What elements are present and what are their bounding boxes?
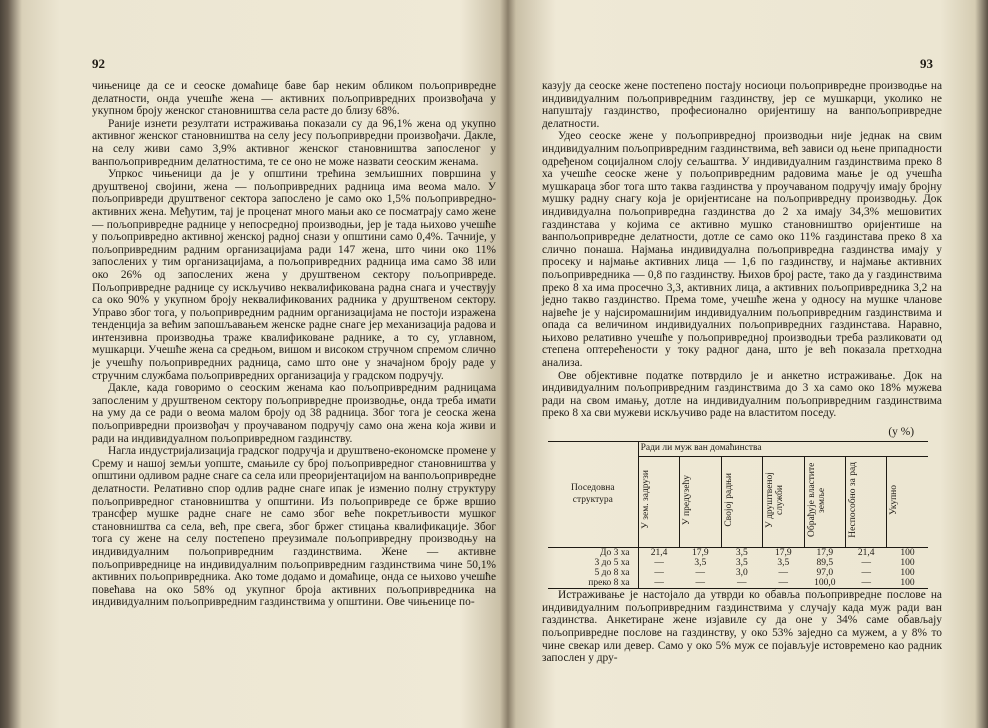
table-cell: 3,5 <box>735 558 748 569</box>
page-number: 92 <box>92 56 105 71</box>
table-group-header: Ради ли муж ван домаћинства <box>638 441 928 456</box>
table-cell: 3,0 <box>735 568 748 579</box>
table-cell: 17,9 <box>774 548 792 559</box>
paragraph: чињенице да се и сеоске домаћице баве бар неким обликом пољопривредне делатности, онда учешће жена — активних пољопривредних произвођача у укупном броју женског становништва села расте до близу 68%. <box>92 80 496 118</box>
left-page <box>40 0 500 728</box>
data-table <box>548 441 928 590</box>
row-label: преко 8 ха <box>548 578 638 589</box>
table-cell: 21,4 <box>650 548 668 559</box>
table-cell: — <box>846 578 887 589</box>
table-cell: 100,0 <box>804 578 845 589</box>
column-header: У предузећу <box>680 456 721 548</box>
table-cell: 97,0 <box>816 568 834 579</box>
column-header: Обрађује властите земље <box>804 456 845 548</box>
table-cell: — <box>861 568 871 579</box>
table-cell: 17,9 <box>816 548 834 559</box>
left-page-body <box>92 80 496 609</box>
table-cell: — <box>680 578 721 589</box>
row-label: 3 до 5 ха <box>548 558 638 568</box>
column-header: Укупно <box>887 456 928 548</box>
table-cell: 89,5 <box>816 558 834 569</box>
table-row <box>548 578 928 589</box>
table-cell: 3,5 <box>735 548 748 559</box>
paragraph: Истраживање је настојало да утврди ко обавља пољопривредне послове на индивидуалним пољопривредним газдинствима у случају када муж ради ван газдинства. Анкетиране жене изјавиле су да оне у 34% саме обављају пољопривредне послове на газдинству, у око 53% заједно са мужем, а у 8% то чине свекар или девер. Само у око 5% муж се појављује истовремено као радник запослен у дру- <box>542 589 942 665</box>
page-number: 93 <box>920 56 933 71</box>
right-page-body <box>542 80 942 665</box>
column-header: Неспособно за рад <box>846 456 887 548</box>
table-row <box>548 548 928 559</box>
table-cell: — <box>638 578 679 589</box>
table-cell: — <box>778 568 789 579</box>
paragraph: казују да сеоске жене постепено постају носиоци пољопривредне производње на индивидуалним пољопривредним газдинству, јер се мушкарци, уколико не напуштају газдинство, професионално оријентишу на ванпољопривредне делатности. <box>542 80 942 130</box>
table-cell: 100 <box>887 578 928 589</box>
row-label: 5 до 8 ха <box>548 568 638 578</box>
paragraph: Упркос чињеници да је у општини трећина земљишних површина у друштвеној својини, жена — пољопривредних радница има веома мало. У пољопривреди друштвеног сектора запослено је само око 1,5% пољопривредно-активних жена. Међутим, тај је проценат много мањи ако се посматрају само жене — пољопривредне раднице у непосредној производњи, јер је тада њихово учешће у пољопривредно активној женској радној снази у општини само 0,4%. Тачније, у пољопривредним радним организацијама ради 147 жена, што чини око 11% запослених у тим организацијама, а пољопривредних радница има само 38 или око 26% од запослених жена у друштвеном сектору пољопривреде. Пољопривредне раднице су искључиво неквалификована радна снага и учествују са око 90% у укупном броју неквалификованих радника у друштвеном сектору. Управо због тога, у пољопривредним радним организацијама не постоји изражена тенденција за већим запошљавањем женске радне снаге јер механизација радова и интензивна производња траже квалификоване раднике, а то су, углавном, мушкарци. Учешће жена са средњом, вишом и високом стручном спремом слично је учешћу пољопривредних радница, само што оне у значајном броју раде у стручним службама пољопривредних организација у градском подручју. <box>92 168 496 382</box>
column-header: У зем. задрузи <box>638 456 679 548</box>
table-cell: 3,5 <box>694 558 707 569</box>
table-cell: 17,9 <box>691 548 709 559</box>
table-unit: (у %) <box>888 426 914 439</box>
table-cell: — <box>721 578 762 589</box>
table-cell: 21,4 <box>857 548 875 559</box>
table-cell: — <box>695 568 706 579</box>
table-row <box>548 558 928 568</box>
column-header: Својој радњи <box>721 456 762 548</box>
table-row-header: Поседовна структура <box>548 441 638 548</box>
paragraph: Ове објективне податке потврдило је и анкетно истраживање. Док на индивидуалним пољопривредним газдинствима до 3 ха само око 18% мужева ради на свом имању, дотле на индивидуалним пољопривредним газдинствима преко 8 ха сви мужеви искључиво раде на властитом поседу. <box>542 369 942 420</box>
table-cell: — <box>654 568 664 579</box>
paragraph: Удео сеоске жене у пољопривредној производњи није једнак на свим индивидуалним пољопривредним газдинствима, већ зависи од њене припадности одређеном социјалном слоју сељаштва. У индивидуалним газдинствима преко 8 ха учешће сеоске жене у пољопривредним радовима мање је од учешћа мушкараца због тога што таква газдинства у проучаваном подручју имају бројну мушку радну снагу која је оријентисане на пољопривредну производњу. Док индивидуална пољопривредна газдинства до 2 ха имају 34,3% мешовитих газдинстава у којима се активно мушко становништво оријентише на ванпољопривредне делатности, дотле се само око 11% газдинстава преко 8 ха слично понаша. Најмања индивидуална пољопривредна газдинства имају у просеку и најмање активних лица — 1,6 по газдинству, и најмање активних пољопривредника — 0,8 по газдинству. Њихов број расте, тако да у газдинствима преко 8 ха има просечно 3,3, активних лица, а активних пољопривредника 3,2 на једно такво газдинство. Према томе, учешће жена у односу на мушке чланове највеће је у најсиромашнијим индивидуалним пољопривредним газдинствима и опада са величином индивидуалних пољопривредних газдинстава. Наравно, њихово релативно учешће у пољопривредној производњи треба разликовати од степена оптерећености у току радног дана, што је већ показала претходна анализа. <box>542 130 942 370</box>
paragraph: Дакле, када говоримо о сеоским женама као пољопривредним радницама запосленим у друштвеном сектору пољопривредне производње, онда треба имати на уму да се ради о веома малом броју од 38 радница. Због тога је сеоска жена пољопривредни произвођач у проучаваном подручју само она жена која живи и ради на индивидуалном пољопривредном газдинству. <box>92 382 496 445</box>
table-cell: — <box>861 558 871 569</box>
table-cell: — <box>654 558 664 569</box>
paragraph: Нагла индустријализација градског подручја и друштвено-економске промене у Срему и нашој земљи уопште, смањиле су број пољопривредног становништва у општини одливом радне снаге са села или преоријентацијом на ванпољопривредне делатности. Релативно спор одлив радне снаге ипак је изменио полну структуру пољопривредног становништва у општини. Из пољопривреде се брже вршио трансфер мушке радне снаге не само због веће покретљивости мушког становништва са села, већ, пре свега, због бржег стицања квалификације. Због тога су жене на селу постепено преузимале пољопривредну производњу на индивидуалним пољопривредним газдинствима. Жене — активне пољопривреднице на индивидуалним пољопривредним газдинствима чине 50,1% активних пољопривредника. Ако томе додамо и домаћице, онда се њихово учешће повећава на око 58% од укупног броја активних пољопривредника на индивидуалним пољопривредним газдинствима у општини. Ове чињенице по- <box>92 445 496 609</box>
table-cell: 3,5 <box>777 558 790 569</box>
right-page <box>522 0 952 728</box>
table-cell: 100 <box>900 558 915 569</box>
table-row <box>548 568 928 578</box>
table-cell: 100 <box>900 548 915 559</box>
row-label: До 3 ха <box>548 548 638 559</box>
table-cell: — <box>763 578 804 589</box>
column-header: У друштвеној служби <box>763 456 804 548</box>
table-cell: 100 <box>900 568 915 579</box>
paragraph: Раније изнети резултати истраживања показали су да 96,1% жена од укупно активног женског становништва на селу јесу пољопривредни произвођачи. Дакле, на селу живи само 3,9% активног женског становништва запосленог у ванпољопривредним делатностима, те се оно не може назвати сеоским женама. <box>92 117 496 168</box>
